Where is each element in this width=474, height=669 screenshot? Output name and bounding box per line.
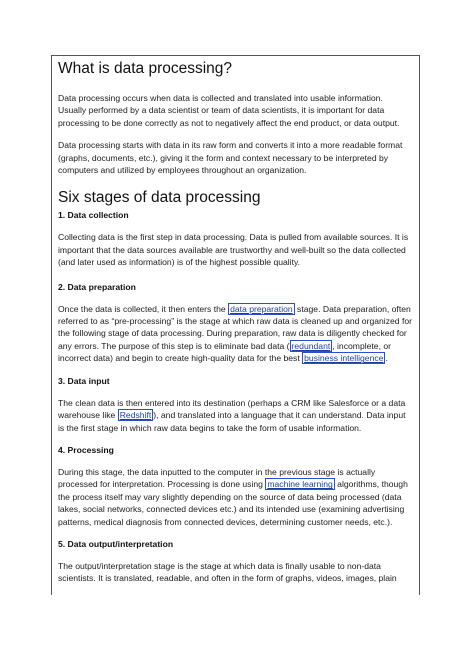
stage-3-text-b: ), and translated into a language that it can understand. Data input is the first stage in which raw data begins to take the form of usable information.	[58, 410, 406, 433]
data-preparation-link[interactable]: data preparation	[230, 303, 293, 314]
stage-2-text-b: stage. Data preparation, often referred to as “pre-processing” is the stage at which raw data is cleaned up and organized for the following stage of data processing. During preparation, raw data is diligently checked for any errors. The purpose of this step is to eliminate bad data (	[58, 303, 412, 351]
stage-4-heading: 4. Processing	[58, 444, 114, 455]
section-title: Six stages of data processing	[58, 189, 261, 207]
intro-paragraph-2: Data processing starts with data in its raw form and converts it into a more readable format (graphs, documents, etc.), giving it the form and context necessary to be interpreted by computers and utilized by employees throughout an organization.	[58, 140, 403, 176]
intro-paragraph-1: Data processing occurs when data is collected and translated into usable information. Usually performed by a data scientist or team of data scientists, it is important for data processing to be done correctly as not to negatively affect the end product, or data output.	[58, 93, 400, 128]
stage-4-paragraph	[58, 466, 413, 528]
stage-4-text-a: During this stage, the data inputted to the computer in the previous stage is actually processed for interpretation. Processing is done using	[58, 466, 376, 490]
stage-3-heading: 3. Data input	[58, 375, 110, 386]
stage-3-text-a: The clean data is then entered into its destination (perhaps a CRM like Salesforce or a data warehouse like	[58, 397, 406, 421]
stage-4-text-b: algorithms, though the process itself may vary slightly depending on the source of data being processed (data lakes, social networks, connected devices etc.) and its intended use (examining advertising patterns, medical diagnosis from connected devices, determining customer needs, etc.).	[58, 479, 408, 527]
stage-2-text-d: .	[385, 353, 388, 364]
machine-learning-link[interactable]: machine learning	[267, 479, 333, 490]
stage-2-text-a: Once the data is collected, it then enters the	[58, 303, 229, 314]
redundant-link[interactable]: redundant	[291, 340, 331, 351]
stage-3-paragraph	[58, 397, 413, 434]
stage-2-text-c: , incomplete, or incorrect data) and begin to create high-quality data for the best	[58, 340, 392, 364]
stage-1-paragraph: Collecting data is the first step in data processing. Data is pulled from available sources. It is important that the data sources available are trustworthy and well-built so the data collected (and later used as information) is of the highest possible quality.	[58, 232, 409, 268]
stage-5-paragraph: The output/interpretation stage is the stage at which data is finally usable to non-data scientists. It is translated, readable, and often in the form of graphs, videos, images, plain	[58, 560, 397, 584]
stage-5-heading: 5. Data output/interpretation	[58, 538, 174, 549]
business-intelligence-link[interactable]: business intelligence	[304, 353, 384, 364]
stage-2-paragraph	[58, 303, 413, 365]
stage-1-heading: 1. Data collection	[58, 210, 129, 221]
redshift-link[interactable]: Redshift	[119, 410, 152, 421]
page-title: What is data processing?	[58, 60, 233, 77]
stage-2-heading: 2. Data preparation	[58, 281, 136, 292]
document-page	[51, 55, 420, 595]
